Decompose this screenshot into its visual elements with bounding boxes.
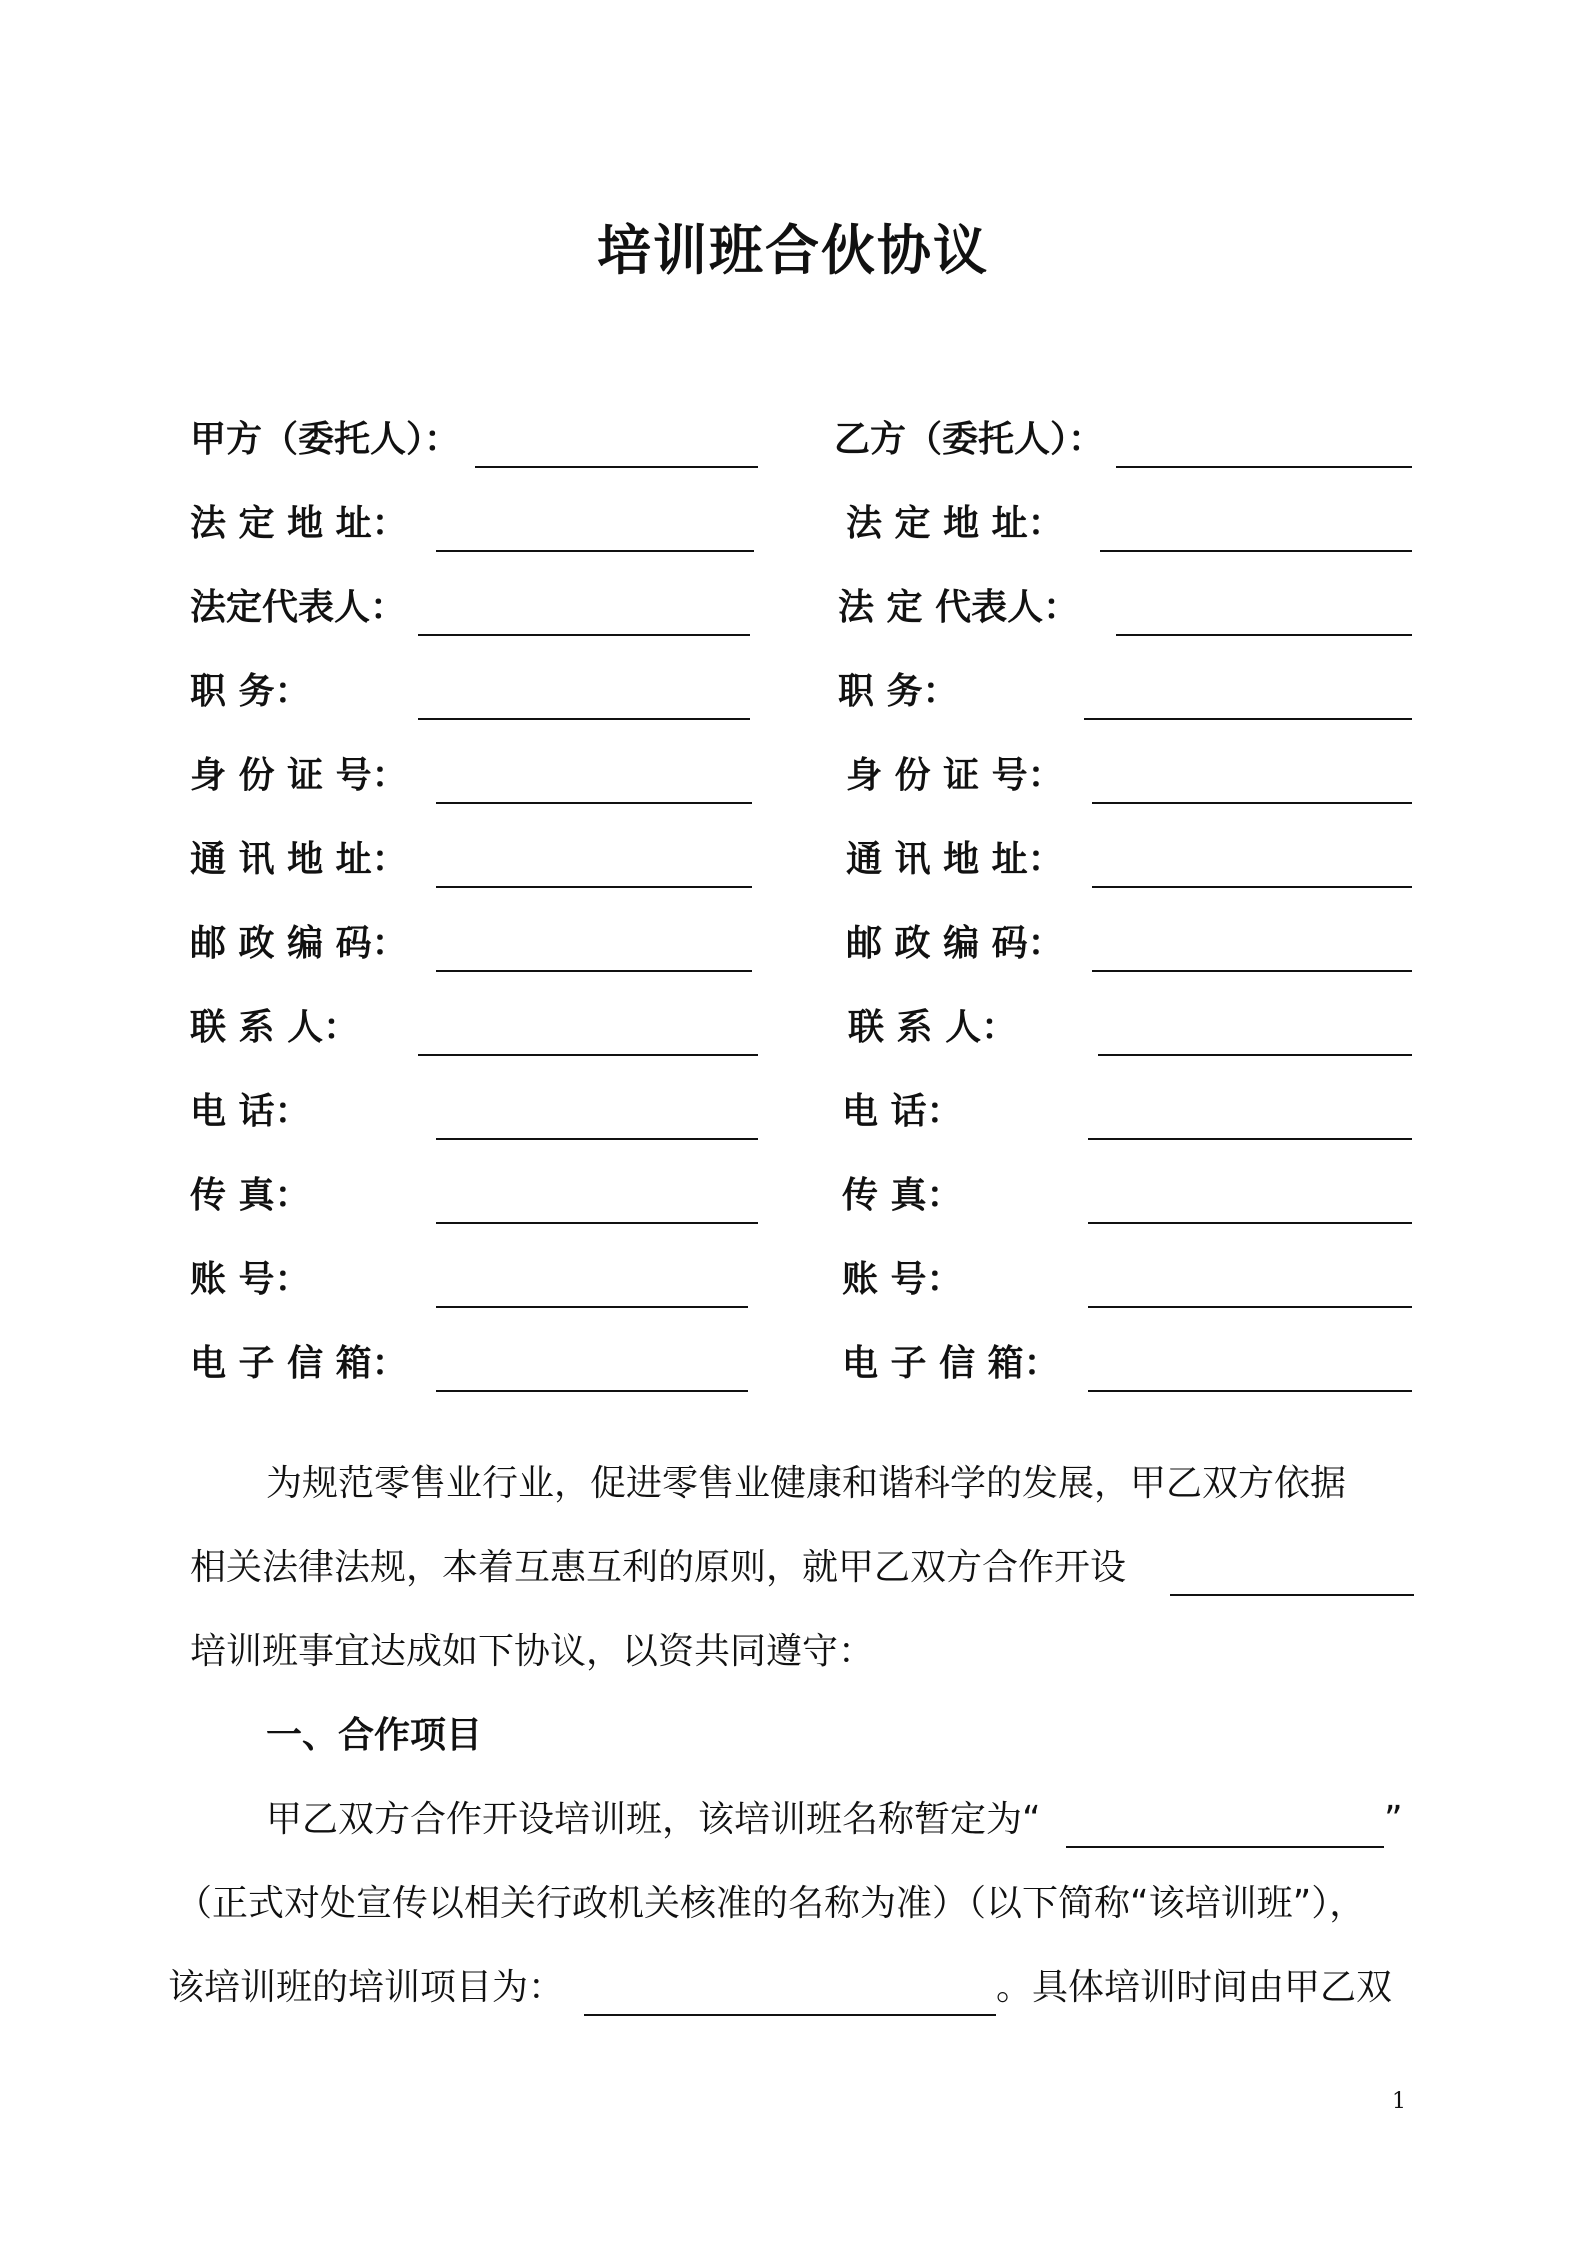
document-title: 培训班合伙协议 [597,219,989,282]
blank-line[interactable] [1066,1846,1384,1848]
party-b-row [842,1334,1416,1394]
party-a-row [190,410,760,470]
blank-line[interactable] [1100,550,1412,552]
blank-line[interactable] [436,1390,748,1392]
party-b-row [842,1250,1416,1310]
party-b-row [846,746,1416,806]
party-b-row [842,1082,1416,1142]
party-a-row [190,998,760,1058]
party-b-row [842,1166,1416,1226]
party-a-row [190,494,760,554]
party-a-row [190,830,760,890]
party-a-label: 电 子 信 箱： [190,1343,408,1384]
party-b-row [846,914,1416,974]
blank-line[interactable] [1116,466,1412,468]
body-paragraph-1-line-2: 相关法律法规，本着互惠互利的原则，就甲乙双方合作开设 [190,1547,1127,1588]
party-b-label: 账 号： [842,1259,963,1300]
blank-line[interactable] [584,2014,996,2016]
party-b-row [848,998,1418,1058]
body-paragraph-2-line-1b: ” [1384,1799,1403,1840]
party-a-row [190,1334,760,1394]
party-a-label: 法定代表人： [190,587,407,628]
party-a-label: 传 真： [190,1175,311,1216]
party-b-label: 联 系 人： [848,1007,1018,1048]
party-a-label: 账 号： [190,1259,311,1300]
body-paragraph-1-line-1: 为规范零售业行业，促进零售业健康和谐科学的发展，甲乙双方依据 [266,1463,1347,1504]
party-b-row [846,494,1416,554]
blank-line[interactable] [1092,802,1412,804]
blank-line[interactable] [1088,1222,1412,1224]
party-a-row [190,746,760,806]
blank-line[interactable] [475,466,758,468]
party-a-label: 身 份 证 号： [190,755,408,796]
party-b-label: 职 务： [838,671,959,712]
body-paragraph-1-line-3: 培训班事宜达成如下协议，以资共同遵守： [190,1631,875,1672]
party-b-label: 身 份 证 号： [846,755,1064,796]
party-b-row [838,578,1416,638]
blank-line[interactable] [436,970,752,972]
party-b-label: 电 话： [842,1091,963,1132]
party-b-row [838,662,1416,722]
party-a-row [190,578,760,638]
party-a-label: 职 务： [190,671,311,712]
party-b-label: 邮 政 编 码： [846,923,1064,964]
blank-line[interactable] [1116,634,1412,636]
blank-line[interactable] [436,1138,758,1140]
party-a-label: 法 定 地 址： [190,503,408,544]
party-a-row [190,662,760,722]
blank-line[interactable] [1170,1594,1414,1596]
party-a-row [190,1082,760,1142]
page-number: 1 [1392,2089,1406,2114]
body-paragraph-2-line-3b: 。具体培训时间由甲乙双 [996,1967,1393,2008]
blank-line[interactable] [436,886,752,888]
blank-line[interactable] [1092,970,1412,972]
party-b-label: 乙方（委托人）： [834,419,1105,460]
party-a-label: 电 话： [190,1091,311,1132]
party-a-label: 联 系 人： [190,1007,360,1048]
party-a-label: 通 讯 地 址： [190,839,408,880]
blank-line[interactable] [1088,1390,1412,1392]
blank-line[interactable] [436,1222,758,1224]
body-paragraph-2-line-2: （正式对处宣传以相关行政机关核准的名称为准）（以下简称“该培训班”）， [176,1883,1366,1924]
body-paragraph-2-line-1a: 甲乙双方合作开设培训班，该培训班名称暂定为“ [266,1799,1041,1840]
party-a-row [190,914,760,974]
party-a-label: 甲方（委托人）： [190,419,461,460]
blank-line[interactable] [418,718,750,720]
party-b-label: 法 定 地 址： [846,503,1064,544]
blank-line[interactable] [418,634,750,636]
party-b-label: 通 讯 地 址： [846,839,1064,880]
party-b-row [846,830,1416,890]
blank-line[interactable] [1092,886,1412,888]
party-a-row [190,1166,760,1226]
body-paragraph-2-line-3a: 该培训班的培训项目为： [168,1967,565,2008]
blank-line[interactable] [436,550,754,552]
party-a-row [190,1250,760,1310]
party-b-label: 传 真： [842,1175,963,1216]
section-heading: 一、合作项目 [266,1715,483,1756]
party-b-label: 法 定 代表人： [838,587,1080,628]
blank-line[interactable] [1084,718,1412,720]
blank-line[interactable] [436,1306,748,1308]
blank-line[interactable] [1088,1306,1412,1308]
party-b-row [834,410,1414,470]
blank-line[interactable] [436,802,752,804]
blank-line[interactable] [1098,1054,1412,1056]
party-b-label: 电 子 信 箱： [842,1343,1060,1384]
party-a-label: 邮 政 编 码： [190,923,408,964]
blank-line[interactable] [418,1054,758,1056]
blank-line[interactable] [1088,1138,1412,1140]
